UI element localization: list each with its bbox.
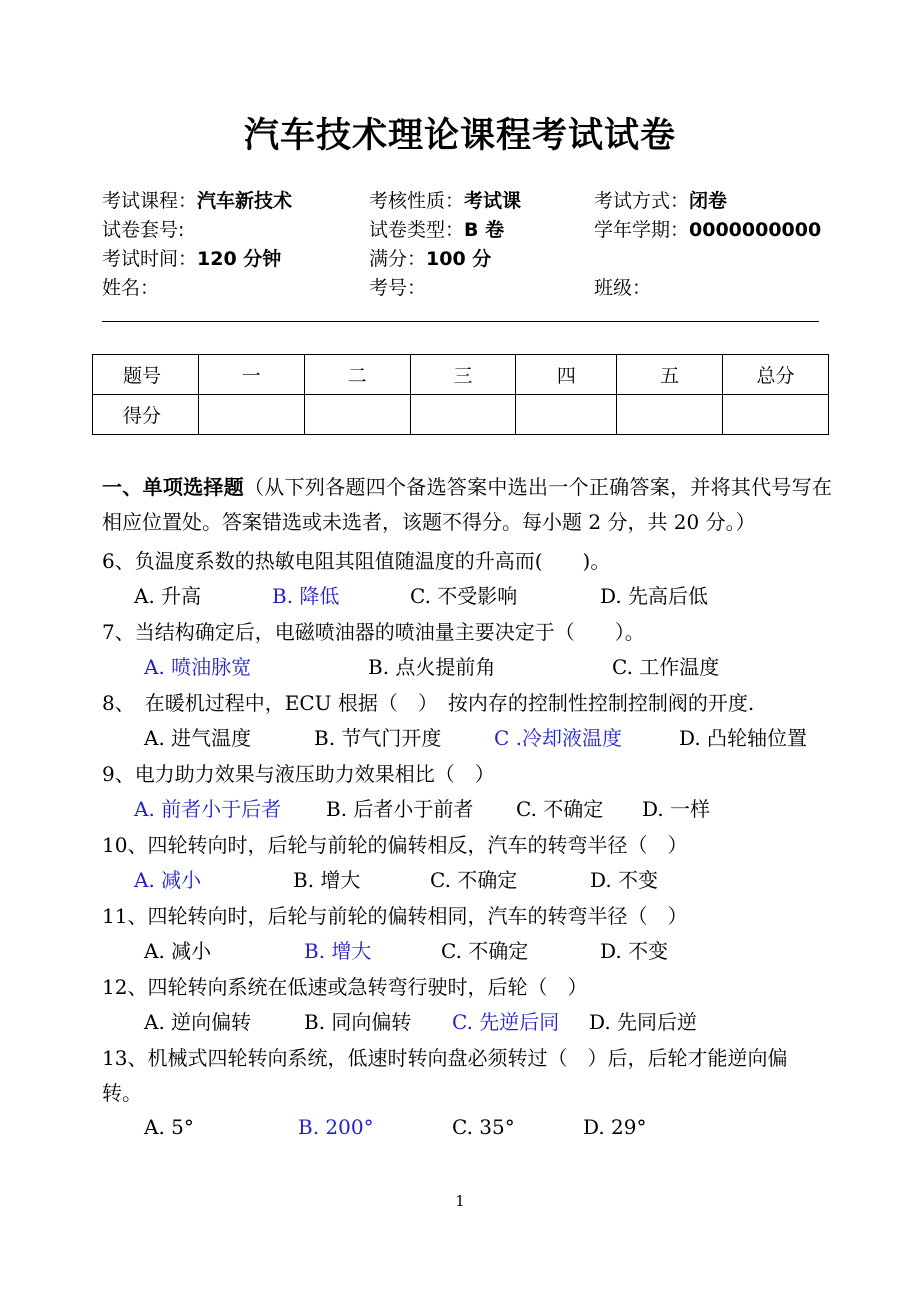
- score-table-header-row: [93, 355, 829, 395]
- question-10: 10、四轮转向时，后轮与前轮的偏转相反，汽车的转弯半径（ ）: [102, 833, 688, 857]
- info-exam-number: 考号：: [369, 277, 427, 299]
- q7-option-c: C. 工作温度: [612, 655, 720, 679]
- q11-option-c: C. 不确定: [441, 939, 529, 963]
- q6-option-a: A. 升高: [134, 584, 202, 608]
- q9-option-c: C. 不确定: [516, 797, 604, 821]
- score-cell: [198, 395, 304, 435]
- score-row-label: 得分: [93, 395, 199, 435]
- question-8: 8、 在暖机过程中，ECU 根据（ ） 按内存的控制性控制控制阀的开度.: [102, 691, 755, 715]
- q6-option-d: D. 先高后低: [600, 584, 709, 608]
- q8-option-d: D. 凸轮轴位置: [679, 726, 808, 750]
- score-cell: [617, 395, 723, 435]
- q12-option-b: B. 同向偏转: [304, 1010, 412, 1034]
- score-header-cell: 一: [198, 355, 304, 395]
- score-header-cell: 五: [617, 355, 723, 395]
- question-9: 9、电力助力效果与液压助力效果相比（ ）: [102, 762, 495, 786]
- question-13-continued: 转。: [102, 1081, 142, 1105]
- q10-option-d: D. 不变: [590, 868, 659, 892]
- q9-option-d: D. 一样: [642, 797, 711, 821]
- question-11: 11、四轮转向时，后轮与前轮的偏转相同，汽车的转弯半径（ ）: [102, 904, 688, 928]
- info-course: 考试课程：汽车新技术: [102, 190, 293, 212]
- q13-option-c: C. 35°: [452, 1115, 515, 1139]
- question-6: 6、负温度系数的热敏电阻其阻值随温度的升高而( )。: [102, 549, 611, 573]
- q11-option-b: B. 增大: [304, 939, 372, 963]
- score-table-score-row: [93, 395, 829, 435]
- question-13: 13、机械式四轮转向系统，低速时转向盘必须转过（ ）后，后轮才能逆向偏: [102, 1046, 788, 1070]
- q12-option-c: C. 先逆后同: [452, 1010, 560, 1034]
- question-7: 7、当结构确定后，电磁喷油器的喷油量主要决定于（ ）。: [102, 620, 645, 644]
- info-nature: 考核性质：考试课: [369, 190, 522, 212]
- q10-option-c: C. 不确定: [430, 868, 518, 892]
- score-cell: [304, 395, 410, 435]
- info-term: 学年学期：0000000000: [594, 219, 822, 241]
- score-header-cell: 二: [304, 355, 410, 395]
- q7-option-a: A. 喷油脉宽: [144, 655, 252, 679]
- q13-option-d: D. 29°: [583, 1115, 647, 1139]
- info-duration: 考试时间：120 分钟: [102, 248, 282, 270]
- info-type: 试卷类型：B 卷: [369, 219, 505, 241]
- q6-option-b: B. 降低: [272, 584, 340, 608]
- q12-option-a: A. 逆向偏转: [144, 1010, 252, 1034]
- section-heading: 一、单项选择题: [102, 475, 244, 499]
- score-cell: [410, 395, 516, 435]
- q9-option-a: A. 前者小于后者: [134, 797, 282, 821]
- score-header-cell: 题号: [93, 355, 199, 395]
- q8-option-c: C .冷却液温度: [494, 726, 623, 750]
- q8-option-b: B. 节气门开度: [314, 726, 442, 750]
- q13-option-a: A. 5°: [144, 1115, 194, 1139]
- q9-option-b: B. 后者小于前者: [326, 797, 474, 821]
- exam-title: 汽车技术理论课程考试试卷: [243, 116, 676, 156]
- q11-option-a: A. 减小: [144, 939, 212, 963]
- q10-option-b: B. 增大: [293, 868, 361, 892]
- score-cell: [723, 395, 829, 435]
- q12-option-d: D. 先同后逆: [589, 1010, 698, 1034]
- header-divider: [102, 321, 819, 322]
- page-number: 1: [455, 1192, 465, 1210]
- q13-option-b: B. 200°: [298, 1115, 374, 1139]
- info-class: 班级：: [594, 277, 652, 299]
- score-cell: [516, 395, 617, 435]
- info-method: 考试方式：闭卷: [594, 190, 728, 212]
- info-full-score: 满分：100 分: [369, 248, 492, 270]
- q7-option-b: B. 点火提前角: [368, 655, 496, 679]
- q8-option-a: A. 进气温度: [144, 726, 252, 750]
- score-header-cell: 四: [516, 355, 617, 395]
- q6-option-c: C. 不受影响: [410, 584, 518, 608]
- info-name: 姓名：: [102, 277, 160, 299]
- section-instructions: [102, 470, 832, 540]
- q10-option-a: A. 减小: [134, 868, 202, 892]
- section-instruction-text: （从下列各题四个备选答案中选出一个正确答案，并将其代号写在相应位置处。答案错选或未选者，该题不得分。每小题 2 分，共 20 分。）: [102, 475, 832, 534]
- info-set-number: 试卷套号:: [102, 219, 185, 241]
- question-12: 12、四轮转向系统在低速或急转弯行驶时，后轮（ ）: [102, 975, 588, 999]
- score-header-cell: 总分: [723, 355, 829, 395]
- score-header-cell: 三: [410, 355, 516, 395]
- score-table: [92, 354, 829, 435]
- q11-option-d: D. 不变: [600, 939, 669, 963]
